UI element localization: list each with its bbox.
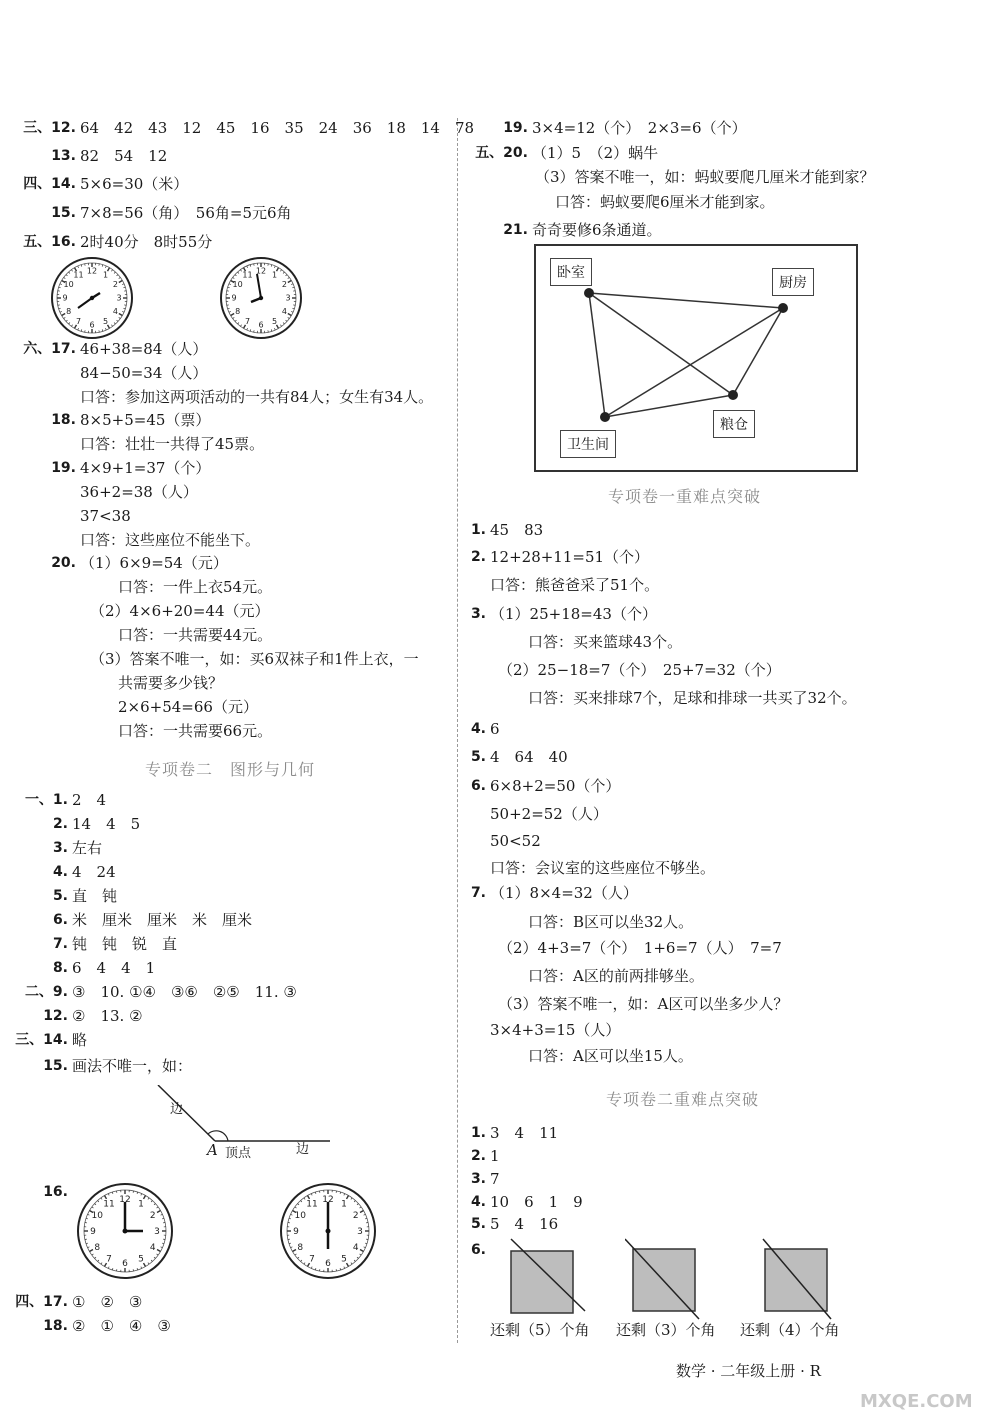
answer-text: 共需要多少钱？ (118, 674, 224, 692)
answer-text: 直 钝 (72, 887, 118, 905)
answer-text: 画法不唯一，如： (72, 1057, 193, 1075)
item-number: 8. (52, 960, 68, 976)
answer-text: 50<52 (490, 832, 541, 850)
answer-text: 6×8+2=50（个） (490, 777, 621, 795)
answer-text: 7 (490, 1170, 500, 1188)
answer-text: （1）6×9=54（元） (80, 554, 228, 572)
answer-text: （2）4+3=7（个） 1+6=7（人） 7=7 (498, 939, 782, 957)
svg-text:12: 12 (86, 266, 98, 276)
svg-text:5: 5 (138, 1254, 144, 1265)
svg-text:5: 5 (271, 317, 278, 327)
item-number: 21. (503, 222, 528, 238)
answer-text: 口答：一共需要44元。 (118, 626, 273, 644)
item-number: 7. (52, 936, 68, 952)
answer-text: 64 42 43 12 45 16 35 24 36 18 14 78 (80, 119, 475, 137)
item-number: 7. (470, 885, 486, 901)
answer-text: ③ 10. ①④ ③⑥ ②⑤ 11. ③ (72, 983, 297, 1001)
answer-text: 6 4 4 1 (72, 959, 156, 977)
answer-text: 50+2=52（人） (490, 805, 608, 823)
map-kitchen: 厨房 (772, 268, 814, 296)
answer-text: 84−50=34（人） (80, 364, 208, 382)
item-number: 5. (470, 749, 486, 765)
svg-text:11: 11 (242, 270, 253, 280)
svg-text:9: 9 (90, 1227, 96, 1237)
svg-text:2: 2 (112, 280, 118, 290)
answer-text: 46+38=84（人） (80, 340, 208, 358)
answer-text: 钝 钝 锐 直 (72, 935, 178, 953)
item-number: 1. (470, 1125, 486, 1141)
clock-3-00 (76, 1182, 174, 1280)
clock-12-15 (279, 1182, 377, 1280)
item-number: 5. (52, 888, 68, 904)
item-number: 3. (470, 606, 486, 622)
angle-edge1: 边 (170, 1102, 184, 1117)
answer-text: 略 (72, 1031, 88, 1049)
answer-text: ② 13. ② (72, 1007, 143, 1025)
answer-text: （1）8×4=32（人） (490, 884, 638, 902)
square-1 (505, 1237, 590, 1322)
item-number: 12. (43, 1008, 68, 1024)
answer-text: 7×8=56（角） 56角=5元6角 (80, 204, 292, 222)
answer-text: 1 (490, 1147, 500, 1165)
item-number: 20. (51, 555, 76, 571)
svg-text:3: 3 (154, 1227, 160, 1237)
answer-text: 口答：一共需要66元。 (118, 722, 273, 740)
item-number: 6. (470, 778, 486, 794)
svg-text:2: 2 (281, 280, 287, 290)
svg-text:7: 7 (309, 1254, 315, 1265)
item-number: 5. (470, 1216, 486, 1232)
item-number: 六、17. (23, 341, 76, 357)
svg-text:2: 2 (149, 1211, 156, 1221)
item-number: 三、14. (15, 1032, 68, 1048)
answer-text: 2时40分 8时55分 (80, 233, 213, 251)
svg-text:4: 4 (352, 1243, 359, 1253)
svg-text:6: 6 (325, 1259, 331, 1269)
svg-text:9: 9 (293, 1227, 299, 1237)
svg-text:11: 11 (103, 1199, 115, 1210)
item-number: 四、17. (15, 1294, 68, 1310)
map-granary: 粮仓 (713, 410, 755, 438)
svg-text:1: 1 (102, 270, 109, 280)
svg-text:7: 7 (75, 317, 82, 327)
svg-text:4: 4 (281, 307, 287, 317)
svg-text:6: 6 (258, 320, 264, 330)
item-number: 1. (470, 522, 486, 538)
section-title-2b: 专项卷二重难点突破 (606, 1090, 760, 1109)
item-number: 五、20. (475, 145, 528, 161)
answer-text: 4×9+1=37（个） (80, 459, 211, 477)
svg-text:1: 1 (341, 1199, 347, 1210)
svg-text:1: 1 (138, 1199, 144, 1210)
answer-text: ② ① ④ ③ (72, 1317, 171, 1335)
item-number: 19. (503, 120, 528, 136)
remain-3: 还剩（4）个角 (740, 1321, 840, 1339)
svg-text:3: 3 (285, 293, 291, 303)
item-number: 二、9. (24, 984, 68, 1000)
answer-text: 3×4=12（个） 2×3=6（个） (532, 119, 747, 137)
answer-text: 2×6+54=66（元） (118, 698, 258, 716)
answer-text: 口答：壮壮一共得了45票。 (80, 435, 265, 453)
item-number: 2. (470, 549, 486, 565)
answer-text: ① ② ③ (72, 1293, 143, 1311)
svg-text:5: 5 (102, 317, 109, 327)
answer-text: 37<38 (80, 507, 131, 525)
svg-text:4: 4 (149, 1243, 156, 1253)
map-bedroom: 卧室 (550, 258, 592, 286)
answer-text: 米 厘米 厘米 米 厘米 (72, 911, 253, 929)
item-number: 18. (43, 1318, 68, 1334)
answer-text: 口答：会议室的这些座位不够坐。 (490, 859, 716, 877)
svg-text:11: 11 (306, 1199, 318, 1210)
item-number: 4. (470, 721, 486, 737)
svg-text:10: 10 (232, 280, 243, 290)
answer-text: 奇奇要修6条通道。 (532, 221, 662, 239)
item-number: 15. (51, 205, 76, 221)
svg-text:10: 10 (91, 1211, 104, 1221)
answer-text: 4 24 (72, 863, 116, 881)
answer-text: 12+28+11=51（个） (490, 548, 650, 566)
watermark: MXQE.COM (860, 1391, 973, 1412)
item-number: 三、12. (23, 120, 76, 136)
item-number: 4. (470, 1194, 486, 1210)
remain-2: 还剩（3）个角 (616, 1321, 716, 1339)
svg-text:9: 9 (231, 293, 237, 303)
answer-text: 口答：熊爸爸采了51个。 (490, 576, 660, 594)
item-number: 6. (52, 912, 68, 928)
angle-edge2: 边 (296, 1142, 310, 1157)
svg-text:2: 2 (352, 1211, 359, 1221)
svg-text:8: 8 (235, 307, 241, 317)
answer-text: （2）25−18=7（个） 25+7=32（个） (498, 661, 781, 679)
answer-text: 口答：蚂蚁要爬6厘米才能到家。 (555, 193, 775, 211)
svg-text:1: 1 (271, 270, 278, 280)
square-2 (625, 1237, 710, 1322)
answer-text: （3）答案不唯一，如：蚂蚁要爬几厘米才能到家？ (535, 168, 875, 186)
svg-text:11: 11 (73, 270, 84, 280)
answer-text: 口答：买来篮球43个。 (528, 633, 683, 651)
answer-text: 口答：B区可以坐32人。 (528, 913, 694, 931)
answer-text: （3）答案不唯一，如：买6双袜子和1件上衣，一 (90, 650, 419, 668)
answer-text: 左右 (72, 839, 103, 857)
map-bathroom: 卫生间 (560, 430, 616, 458)
square-3 (755, 1237, 840, 1322)
answer-text: （3）答案不唯一，如：A区可以坐多少人？ (498, 995, 789, 1013)
item-number: 15. (43, 1058, 68, 1074)
svg-text:8: 8 (94, 1243, 101, 1253)
svg-text:4: 4 (112, 307, 118, 317)
answer-text: 6 (490, 720, 500, 738)
svg-text:12: 12 (322, 1195, 334, 1205)
item-number: 一、1. (24, 792, 68, 808)
section-title-1: 专项卷一重难点突破 (608, 487, 762, 506)
svg-text:10: 10 (63, 280, 74, 290)
svg-text:7: 7 (106, 1254, 112, 1265)
answer-text: （2）4×6+20=44（元） (90, 602, 270, 620)
answer-text: （1）25+18=43（个） (490, 605, 657, 623)
svg-text:3: 3 (357, 1227, 363, 1237)
item-number: 13. (51, 148, 76, 164)
page-footer: 数学 · 二年级上册 · R (676, 1362, 821, 1380)
item-number: 四、14. (23, 176, 76, 192)
answer-text: 4 64 40 (490, 748, 568, 766)
answer-text: 口答：A区可以坐15人。 (528, 1047, 693, 1065)
item-number: 3. (52, 840, 68, 856)
clock-2-40 (50, 256, 134, 340)
item-number: 19. (51, 460, 76, 476)
angle-vertex: 顶点 (225, 1146, 252, 1161)
svg-text:6: 6 (89, 320, 95, 330)
item-number: 16. (43, 1184, 68, 1200)
answer-text: 8×5+5=45（票） (80, 411, 211, 429)
answer-text: 口答：一件上衣54元。 (118, 578, 273, 596)
answer-text: 14 4 5 (72, 815, 141, 833)
item-number: 五、16. (23, 234, 76, 250)
answer-text: 82 54 12 (80, 147, 168, 165)
answer-text: 45 83 (490, 521, 544, 539)
svg-text:12: 12 (119, 1195, 131, 1205)
answer-text: 5×6=30（米） (80, 175, 189, 193)
remain-1: 还剩（5）个角 (490, 1321, 590, 1339)
answer-text: 10 6 1 9 (490, 1193, 583, 1211)
svg-text:12: 12 (255, 266, 267, 276)
item-number: 4. (52, 864, 68, 880)
item-number: 2. (470, 1148, 486, 1164)
answer-text: 3 4 11 (490, 1124, 559, 1142)
svg-text:10: 10 (294, 1211, 307, 1221)
svg-text:5: 5 (341, 1254, 347, 1265)
answer-text: （1）5 （2）蜗牛 (532, 144, 659, 162)
answer-text: 36+2=38（人） (80, 483, 198, 501)
svg-text:7: 7 (244, 317, 251, 327)
answer-text: 2 4 (72, 791, 107, 809)
answer-text: 口答：这些座位不能坐下。 (80, 531, 261, 549)
svg-text:8: 8 (297, 1243, 304, 1253)
svg-text:3: 3 (116, 293, 122, 303)
answer-text: 口答：买来排球7个，足球和排球一共买了32个。 (528, 689, 857, 707)
svg-text:8: 8 (66, 307, 72, 317)
item-number: 3. (470, 1171, 486, 1187)
answer-text: 3×4+3=15（人） (490, 1021, 621, 1039)
answer-text: 口答：A区的前两排够坐。 (528, 967, 704, 985)
section-title-geometry: 专项卷二 图形与几何 (145, 760, 316, 779)
item-number: 18. (51, 412, 76, 428)
clock-8-55 (219, 256, 303, 340)
svg-text:6: 6 (122, 1259, 128, 1269)
answer-text: 口答：参加这两项活动的一共有84人；女生有34人。 (80, 388, 434, 406)
item-number: 2. (52, 816, 68, 832)
svg-text:9: 9 (62, 293, 68, 303)
item-number: 6. (470, 1242, 486, 1258)
angle-vertex-letter: A (207, 1141, 218, 1159)
answer-text: 5 4 16 (490, 1215, 559, 1233)
